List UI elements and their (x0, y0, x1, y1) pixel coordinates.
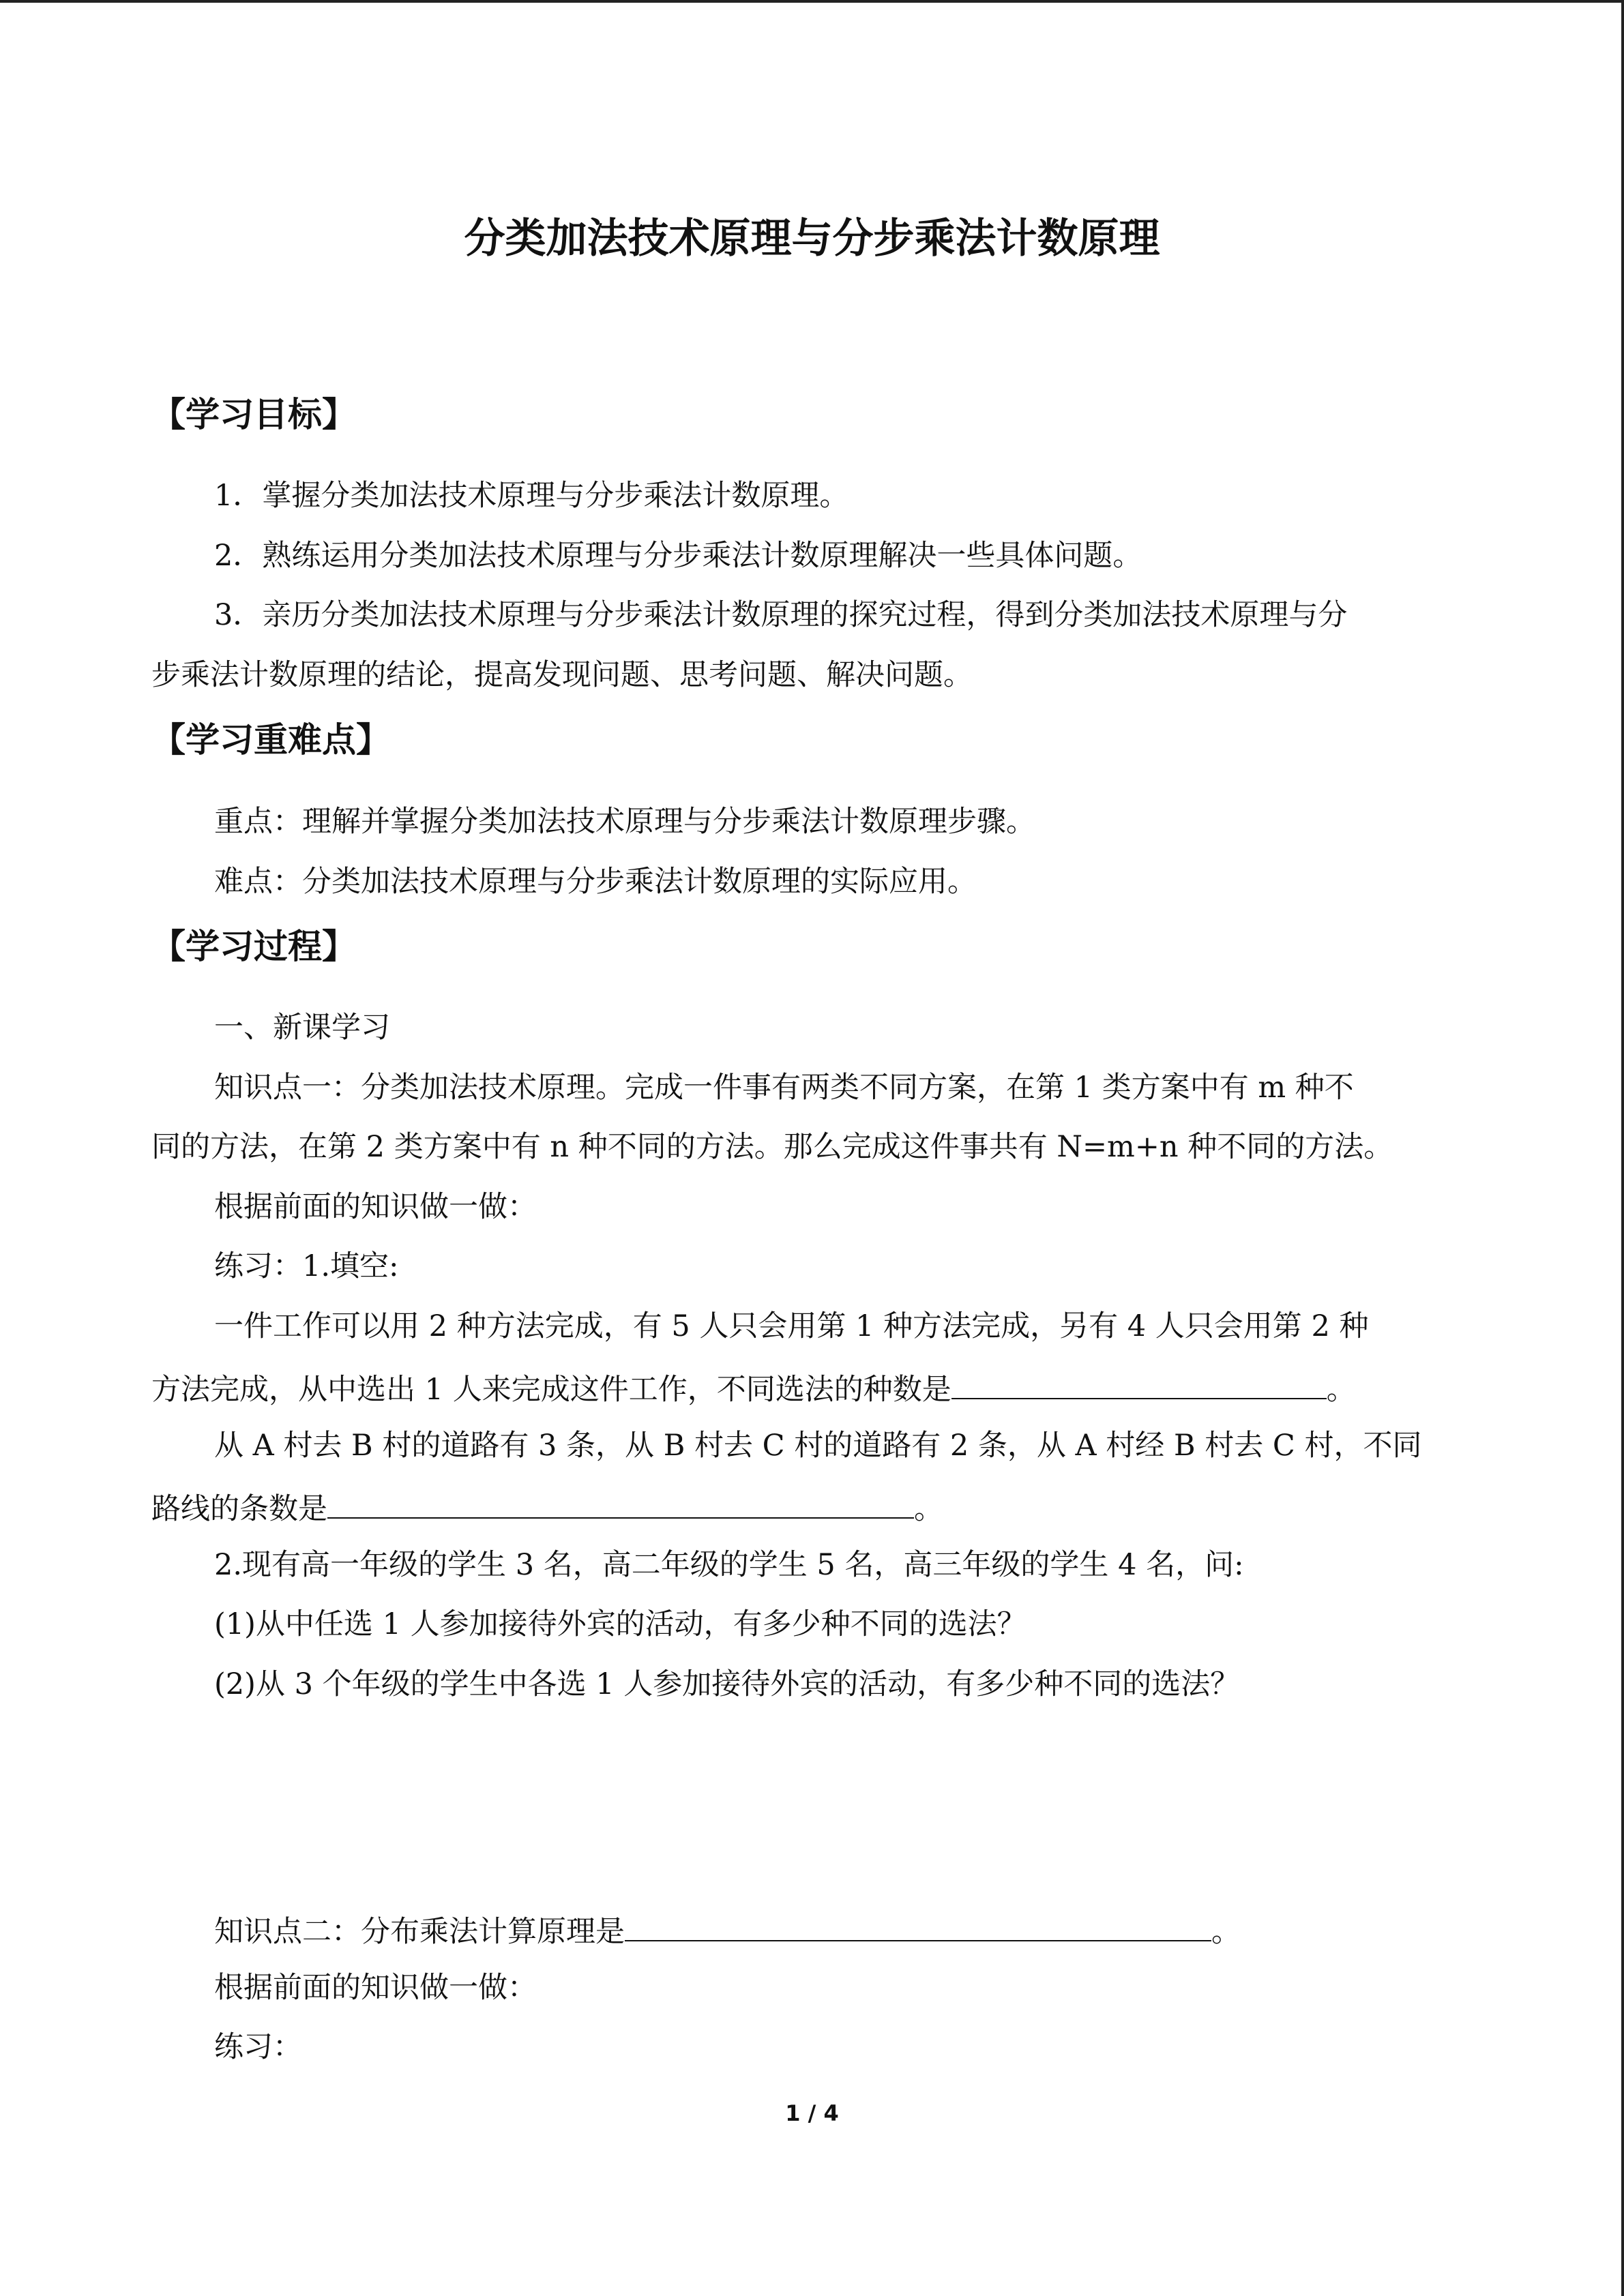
goal-item-3-continued: 步乘法计数原理的结论，提高发现问题、思考问题、解决问题。 (151, 658, 973, 692)
exercise-label-2: 练习： (214, 2030, 302, 2064)
period: 。 (1326, 1373, 1356, 1407)
key-point-focus: 重点：理解并掌握分类加法技术原理与分步乘法计数原理步骤。 (214, 805, 1035, 839)
knowledge-point-1: 知识点一：分类加法技术原理。完成一件事有两类不同方案，在第 1 类方案中有 m 种不 (214, 1071, 1354, 1105)
exercise-2-part-2: (2)从 3 个年级的学生中各选 1 人参加接待外宾的活动，有多少种不同的选法？ (214, 1667, 1240, 1701)
exercise-2-part-1: (1)从中任选 1 人参加接待外宾的活动，有多少种不同的选法？ (214, 1607, 1027, 1641)
exercise-1-label: 练习：1.填空: (214, 1249, 399, 1283)
exercise-1-question-a-continued (151, 1365, 1356, 1410)
knowledge-point-1-continued: 同的方法，在第 2 类方案中有 n 种不同的方法。那么完成这件事共有 N=m+n 种不同的方法。 (151, 1130, 1393, 1164)
knowledge-point-2 (214, 1907, 1241, 1952)
document-title: 分类加法技术原理与分步乘法计数原理 (464, 215, 1160, 263)
page-right-border (1621, 0, 1624, 2296)
process-line-new-lesson: 一、新课学习 (214, 1011, 390, 1045)
answer-blank-c[interactable] (625, 1907, 1211, 1941)
try-it-prompt-1: 根据前面的知识做一做： (214, 1190, 537, 1224)
goal-item-1: 1．掌握分类加法技术原理与分步乘法计数原理。 (214, 479, 849, 513)
goal-item-2: 2．熟练运用分类加法技术原理与分步乘法计数原理解决一些具体问题。 (214, 539, 1142, 573)
heading-learning-process: 【学习过程】 (151, 927, 356, 966)
try-it-prompt-2: 根据前面的知识做一做： (214, 1971, 537, 2005)
exercise-1-question-a-text: 方法完成，从中选出 1 人来完成这件工作，不同选法的种数是 (151, 1373, 951, 1407)
period: 。 (1211, 1915, 1241, 1949)
period: 。 (914, 1492, 943, 1526)
heading-key-points: 【学习重难点】 (151, 720, 390, 760)
heading-learning-goals: 【学习目标】 (151, 395, 356, 434)
exercise-2-question: 2.现有高一年级的学生 3 名，高二年级的学生 5 名，高三年级的学生 4 名，问: (214, 1548, 1244, 1582)
knowledge-point-2-text: 知识点二：分布乘法计算原理是 (214, 1915, 625, 1949)
page-number: 1 / 4 (785, 2100, 839, 2126)
goal-item-3: 3．亲历分类加法技术原理与分步乘法计数原理的探究过程，得到分类加法技术原理与分 (214, 598, 1348, 632)
answer-blank-a[interactable] (951, 1365, 1327, 1399)
exercise-1-question-b: 从 A 村去 B 村的道路有 3 条，从 B 村去 C 村的道路有 2 条，从 A 村经 B 村去 C 村，不同 (214, 1429, 1422, 1463)
exercise-1-question-b-continued (151, 1485, 943, 1530)
key-point-difficulty: 难点：分类加法技术原理与分步乘法计数原理的实际应用。 (214, 865, 977, 899)
exercise-1-question-b-text: 路线的条数是 (151, 1492, 327, 1526)
page-top-border (0, 0, 1624, 3)
exercise-1-question-a: 一件工作可以用 2 种方法完成，有 5 人只会用第 1 种方法完成，另有 4 人只会用第 2 种 (214, 1309, 1369, 1343)
answer-blank-b[interactable] (327, 1485, 914, 1519)
